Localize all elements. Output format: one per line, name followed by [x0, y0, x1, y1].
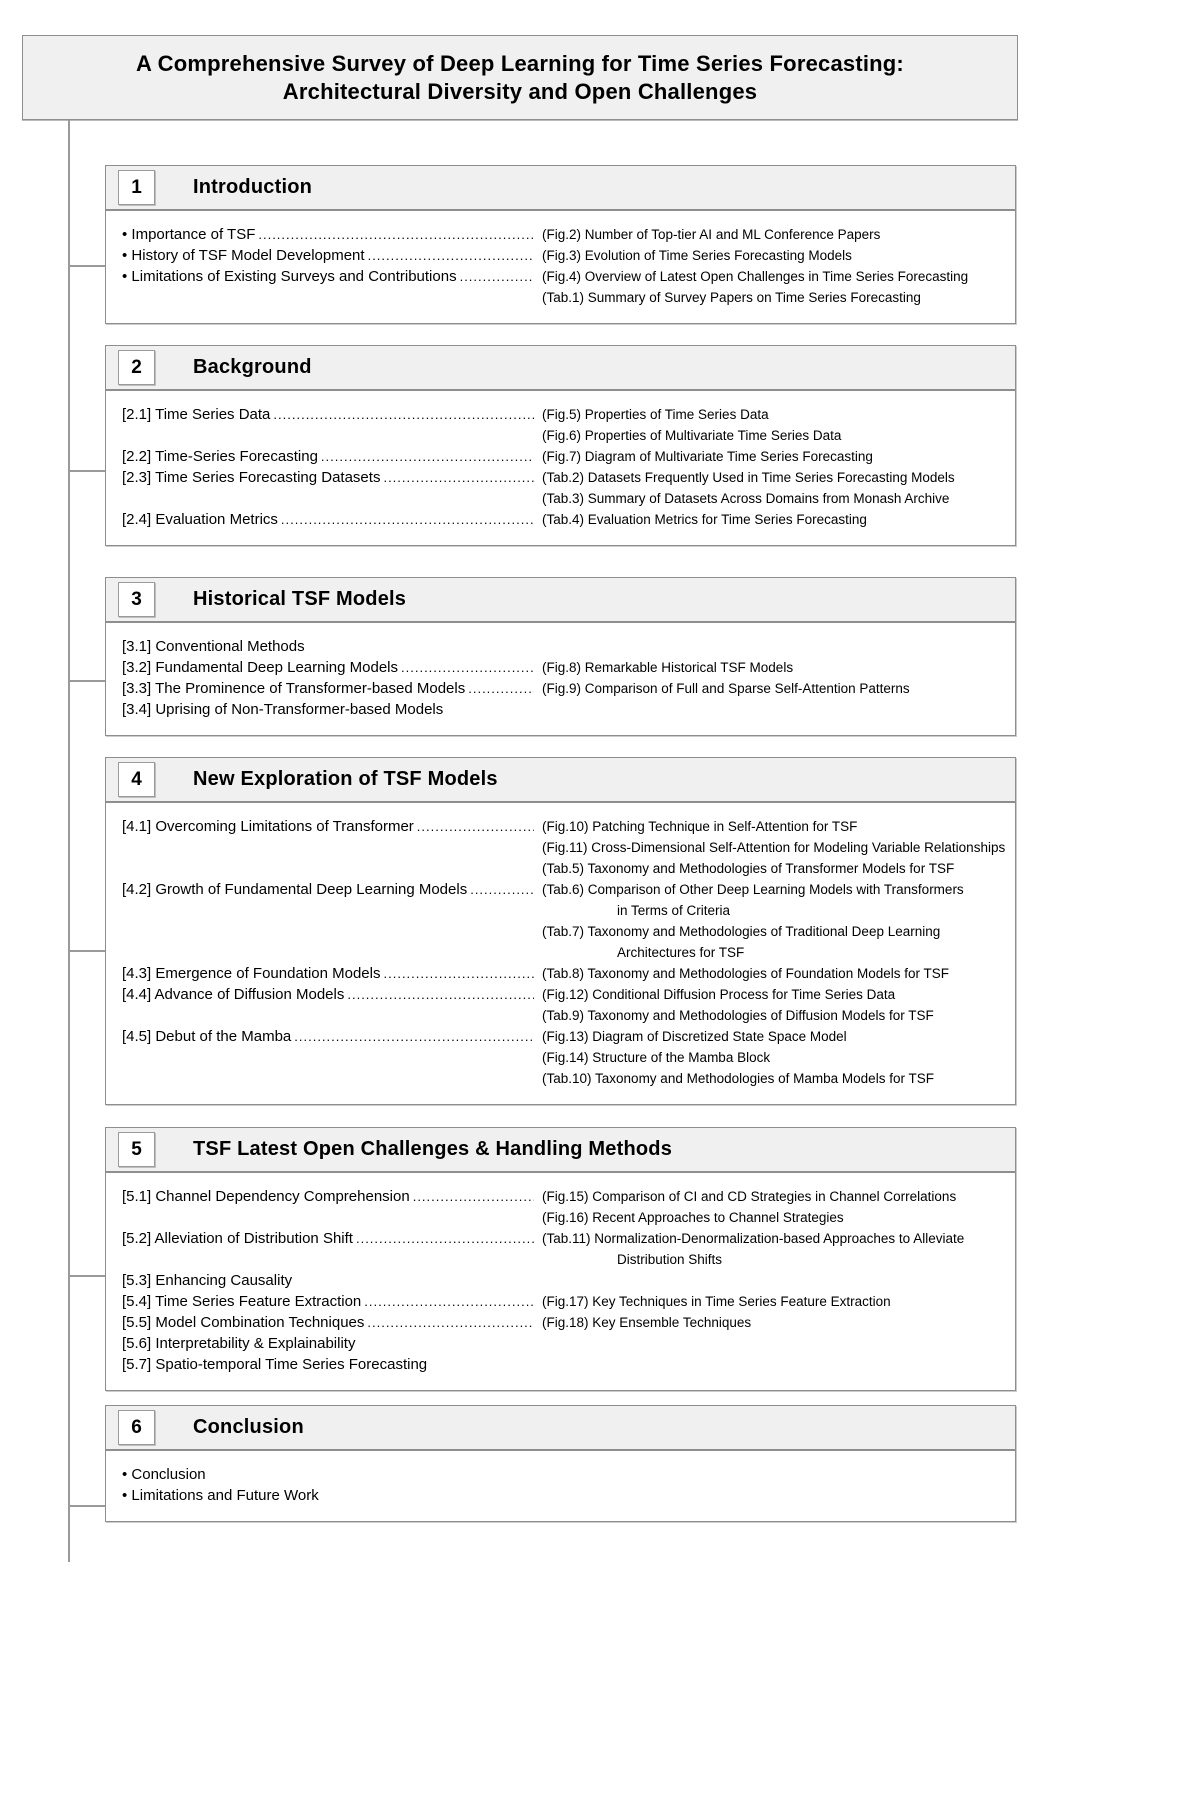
toc-item-label: • Importance of TSF [122, 226, 256, 243]
section-body [106, 211, 1015, 323]
toc-item-refs [542, 1291, 1007, 1312]
toc-item-refs [542, 1026, 1007, 1089]
toc-item-label: [4.1] Overcoming Limitations of Transformer [122, 818, 414, 835]
toc-item-label: [5.1] Channel Dependency Comprehension [122, 1188, 410, 1205]
toc-item-label-cell [122, 1291, 542, 1312]
dot-leader [294, 1026, 534, 1047]
toc-item-label: [4.4] Advance of Diffusion Models [122, 986, 345, 1003]
toc-item-label-cell [122, 984, 542, 1005]
figure-table-ref: (Fig.17) Key Techniques in Time Series Feature Extraction [542, 1294, 891, 1309]
toc-item-label-cell [122, 1026, 542, 1047]
connector-stub-section-4 [68, 950, 106, 952]
figure-table-ref: (Fig.10) Patching Technique in Self-Attention for TSF [542, 819, 858, 834]
toc-item-refs [542, 678, 1007, 699]
toc-item [122, 1026, 1007, 1089]
toc-item [122, 509, 1007, 530]
toc-item-label: [4.3] Emergence of Foundation Models [122, 965, 381, 982]
dot-leader [383, 467, 534, 488]
toc-item-label: [2.2] Time-Series Forecasting [122, 448, 318, 465]
toc-item-label-cell [122, 404, 542, 425]
toc-item-label-cell [122, 963, 542, 984]
section-body [106, 623, 1015, 735]
figure-table-ref: (Tab.9) Taxonomy and Methodologies of Diffusion Models for TSF [542, 1008, 934, 1023]
dot-leader [321, 446, 534, 467]
connector-stub-section-2 [68, 470, 106, 472]
toc-item-label-cell [122, 1186, 542, 1207]
toc-item-label: • History of TSF Model Development [122, 247, 365, 264]
section-body [106, 1173, 1015, 1390]
toc-item [122, 467, 1007, 509]
toc-item-label-cell [122, 446, 542, 467]
toc-item [122, 963, 1007, 984]
dot-leader [281, 509, 534, 530]
figure-table-ref: (Tab.1) Summary of Survey Papers on Time Series Forecasting [542, 290, 921, 305]
figure-table-ref: (Tab.5) Taxonomy and Methodologies of Transformer Models for TSF [542, 861, 955, 876]
toc-item-label: [5.3] Enhancing Causality [122, 1272, 293, 1289]
figure-table-ref: (Fig.7) Diagram of Multivariate Time Series Forecasting [542, 449, 873, 464]
section-title: Historical TSF Models [193, 588, 407, 610]
section-body [106, 1451, 1015, 1521]
toc-item-label: [5.4] Time Series Feature Extraction [122, 1293, 362, 1310]
toc-item-label-cell [122, 816, 542, 837]
paper-title-line-1: A Comprehensive Survey of Deep Learning for Time Series Forecasting: [136, 50, 904, 76]
paper-title-box [22, 35, 1018, 120]
toc-item-label-cell [122, 657, 542, 678]
figure-table-ref: (Fig.2) Number of Top-tier AI and ML Conference Papers [542, 227, 881, 242]
toc-item-refs [542, 404, 1007, 446]
dot-leader [468, 678, 534, 699]
section-number: 5 [118, 1132, 155, 1167]
toc-item [122, 1186, 1007, 1228]
toc-item-label-cell [122, 245, 542, 266]
figure-table-ref: (Tab.6) Comparison of Other Deep Learning Models with Transformers [542, 882, 964, 897]
dot-leader [384, 963, 535, 984]
section-title: New Exploration of TSF Models [193, 768, 498, 790]
figure-table-ref: Architectures for TSF [617, 945, 745, 960]
section-title: Conclusion [193, 1416, 304, 1438]
toc-item-label: [3.3] The Prominence of Transformer-based Models [122, 680, 466, 697]
toc-item-label-cell [122, 1464, 542, 1485]
toc-item-refs [542, 984, 1007, 1026]
section-title: Introduction [193, 176, 313, 198]
toc-item [122, 879, 1007, 963]
figure-table-ref: (Tab.10) Taxonomy and Methodologies of Mamba Models for TSF [542, 1071, 934, 1086]
section-2 [105, 345, 1016, 546]
toc-item-refs [542, 266, 1007, 308]
toc-item-refs [542, 446, 1007, 467]
toc-item-label: • Limitations of Existing Surveys and Contributions [122, 268, 457, 285]
toc-item [122, 1291, 1007, 1312]
toc-item-label-cell [122, 1485, 542, 1506]
toc-item-refs [542, 963, 1007, 984]
dot-leader [347, 984, 534, 1005]
figure-table-ref: (Fig.3) Evolution of Time Series Forecasting Models [542, 248, 852, 263]
toc-item-label: • Limitations and Future Work [122, 1487, 319, 1504]
paper-title-line-2: Architectural Diversity and Open Challenges [282, 78, 758, 104]
section-6 [105, 1405, 1016, 1522]
section-1 [105, 165, 1016, 324]
figure-table-ref: (Fig.5) Properties of Time Series Data [542, 407, 769, 422]
section-3 [105, 577, 1016, 736]
figure-table-ref: (Tab.7) Taxonomy and Methodologies of Traditional Deep Learning [542, 924, 941, 939]
dot-leader [368, 245, 534, 266]
figure-table-ref: (Fig.13) Diagram of Discretized State Space Model [542, 1029, 847, 1044]
connector-stub-section-5 [68, 1275, 106, 1277]
section-number: 6 [118, 1410, 155, 1445]
toc-item-label-cell [122, 1354, 542, 1375]
toc-item-label-cell [122, 467, 542, 488]
toc-item-label: [5.2] Alleviation of Distribution Shift [122, 1230, 353, 1247]
toc-item-refs [542, 224, 1007, 245]
toc-item-refs [542, 1186, 1007, 1228]
section-number: 4 [118, 762, 155, 797]
section-header [106, 346, 1015, 391]
toc-item [122, 984, 1007, 1026]
toc-item-refs [542, 509, 1007, 530]
section-number: 1 [118, 170, 155, 205]
section-header [106, 1128, 1015, 1173]
toc-item-label: • Conclusion [122, 1466, 206, 1483]
toc-item [122, 1312, 1007, 1333]
toc-item [122, 657, 1007, 678]
section-header [106, 1406, 1015, 1451]
figure-table-ref: (Fig.8) Remarkable Historical TSF Models [542, 660, 794, 675]
figure-table-ref: (Fig.11) Cross-Dimensional Self-Attention for Modeling Variable Relationships [542, 840, 1006, 855]
dot-leader [258, 224, 534, 245]
figure-table-ref: (Fig.16) Recent Approaches to Channel Strategies [542, 1210, 844, 1225]
toc-item-label-cell [122, 636, 542, 657]
toc-item-label: [5.7] Spatio-temporal Time Series Forecasting [122, 1356, 428, 1373]
toc-item [122, 446, 1007, 467]
toc-item-refs [542, 467, 1007, 509]
section-title: TSF Latest Open Challenges & Handling Methods [193, 1138, 673, 1160]
dot-leader [417, 816, 534, 837]
toc-item [122, 224, 1007, 245]
toc-item-label-cell [122, 1333, 542, 1354]
section-header [106, 166, 1015, 211]
toc-item-label: [4.5] Debut of the Mamba [122, 1028, 292, 1045]
dot-leader [470, 879, 534, 900]
toc-item [122, 266, 1007, 308]
toc-item-label-cell [122, 266, 542, 287]
toc-item-label-cell [122, 1312, 542, 1333]
figure-table-ref: (Tab.3) Summary of Datasets Across Domains from Monash Archive [542, 491, 950, 506]
toc-item-label: [5.6] Interpretability & Explainability [122, 1335, 356, 1352]
dot-leader [364, 1291, 534, 1312]
toc-item [122, 245, 1007, 266]
dot-leader [356, 1228, 534, 1249]
section-header [106, 578, 1015, 623]
connector-stub-section-1 [68, 265, 106, 267]
dot-leader [401, 657, 534, 678]
toc-item-refs [542, 657, 1007, 678]
toc-item-refs [542, 1312, 1007, 1333]
section-4 [105, 757, 1016, 1105]
toc-item [122, 404, 1007, 446]
toc-item-label-cell [122, 699, 542, 720]
figure-table-ref: (Fig.12) Conditional Diffusion Process for Time Series Data [542, 987, 896, 1002]
toc-item [122, 1485, 1007, 1506]
section-number: 3 [118, 582, 155, 617]
toc-item-label: [3.1] Conventional Methods [122, 638, 305, 655]
figure-table-ref: (Fig.14) Structure of the Mamba Block [542, 1050, 771, 1065]
toc-item [122, 1228, 1007, 1270]
toc-item-refs [542, 1228, 1007, 1270]
toc-item-label: [2.4] Evaluation Metrics [122, 511, 278, 528]
toc-item [122, 636, 1007, 657]
toc-item [122, 1464, 1007, 1485]
toc-item-label: [4.2] Growth of Fundamental Deep Learning Models [122, 881, 468, 898]
toc-item-refs [542, 816, 1007, 879]
figure-table-ref: (Fig.9) Comparison of Full and Sparse Self-Attention Patterns [542, 681, 910, 696]
toc-item-label: [3.2] Fundamental Deep Learning Models [122, 659, 399, 676]
toc-item-label-cell [122, 1270, 542, 1291]
figure-table-ref: (Tab.8) Taxonomy and Methodologies of Foundation Models for TSF [542, 966, 949, 981]
toc-item [122, 1333, 1007, 1354]
toc-item-label: [3.4] Uprising of Non-Transformer-based Models [122, 701, 444, 718]
toc-item [122, 816, 1007, 879]
dot-leader [413, 1186, 534, 1207]
toc-item-label-cell [122, 879, 542, 900]
figure-table-ref: (Fig.6) Properties of Multivariate Time Series Data [542, 428, 842, 443]
connector-stub-section-6 [68, 1505, 106, 1507]
figure-table-ref: (Tab.11) Normalization-Denormalization-based Approaches to Alleviate [542, 1231, 965, 1246]
toc-item-refs [542, 879, 1007, 963]
toc-item-label: [2.3] Time Series Forecasting Datasets [122, 469, 381, 486]
section-number: 2 [118, 350, 155, 385]
figure-table-ref: (Tab.4) Evaluation Metrics for Time Series Forecasting [542, 512, 867, 527]
dot-leader [460, 266, 534, 287]
figure-table-ref: in Terms of Criteria [617, 903, 731, 918]
section-body [106, 391, 1015, 545]
toc-item-label-cell [122, 509, 542, 530]
section-header [106, 758, 1015, 803]
section-body [106, 803, 1015, 1104]
toc-item-label-cell [122, 1228, 542, 1249]
toc-item-label-cell [122, 224, 542, 245]
dot-leader [273, 404, 534, 425]
figure-table-ref: (Tab.2) Datasets Frequently Used in Time Series Forecasting Models [542, 470, 955, 485]
toc-item-label-cell [122, 678, 542, 699]
toc-item-label: [2.1] Time Series Data [122, 406, 271, 423]
figure-table-ref: (Fig.15) Comparison of CI and CD Strategies in Channel Correlations [542, 1189, 957, 1204]
dot-leader [367, 1312, 534, 1333]
toc-item [122, 1354, 1007, 1375]
connector-stub-section-3 [68, 680, 106, 682]
section-5 [105, 1127, 1016, 1391]
section-title: Background [193, 356, 312, 378]
figure-table-ref: Distribution Shifts [617, 1252, 723, 1267]
figure-table-ref: (Fig.4) Overview of Latest Open Challenges in Time Series Forecasting [542, 269, 969, 284]
toc-item [122, 1270, 1007, 1291]
toc-item-refs [542, 245, 1007, 266]
toc-item [122, 699, 1007, 720]
figure-table-ref: (Fig.18) Key Ensemble Techniques [542, 1315, 752, 1330]
toc-item [122, 678, 1007, 699]
toc-item-label: [5.5] Model Combination Techniques [122, 1314, 365, 1331]
connector-vertical-line [68, 120, 70, 1562]
